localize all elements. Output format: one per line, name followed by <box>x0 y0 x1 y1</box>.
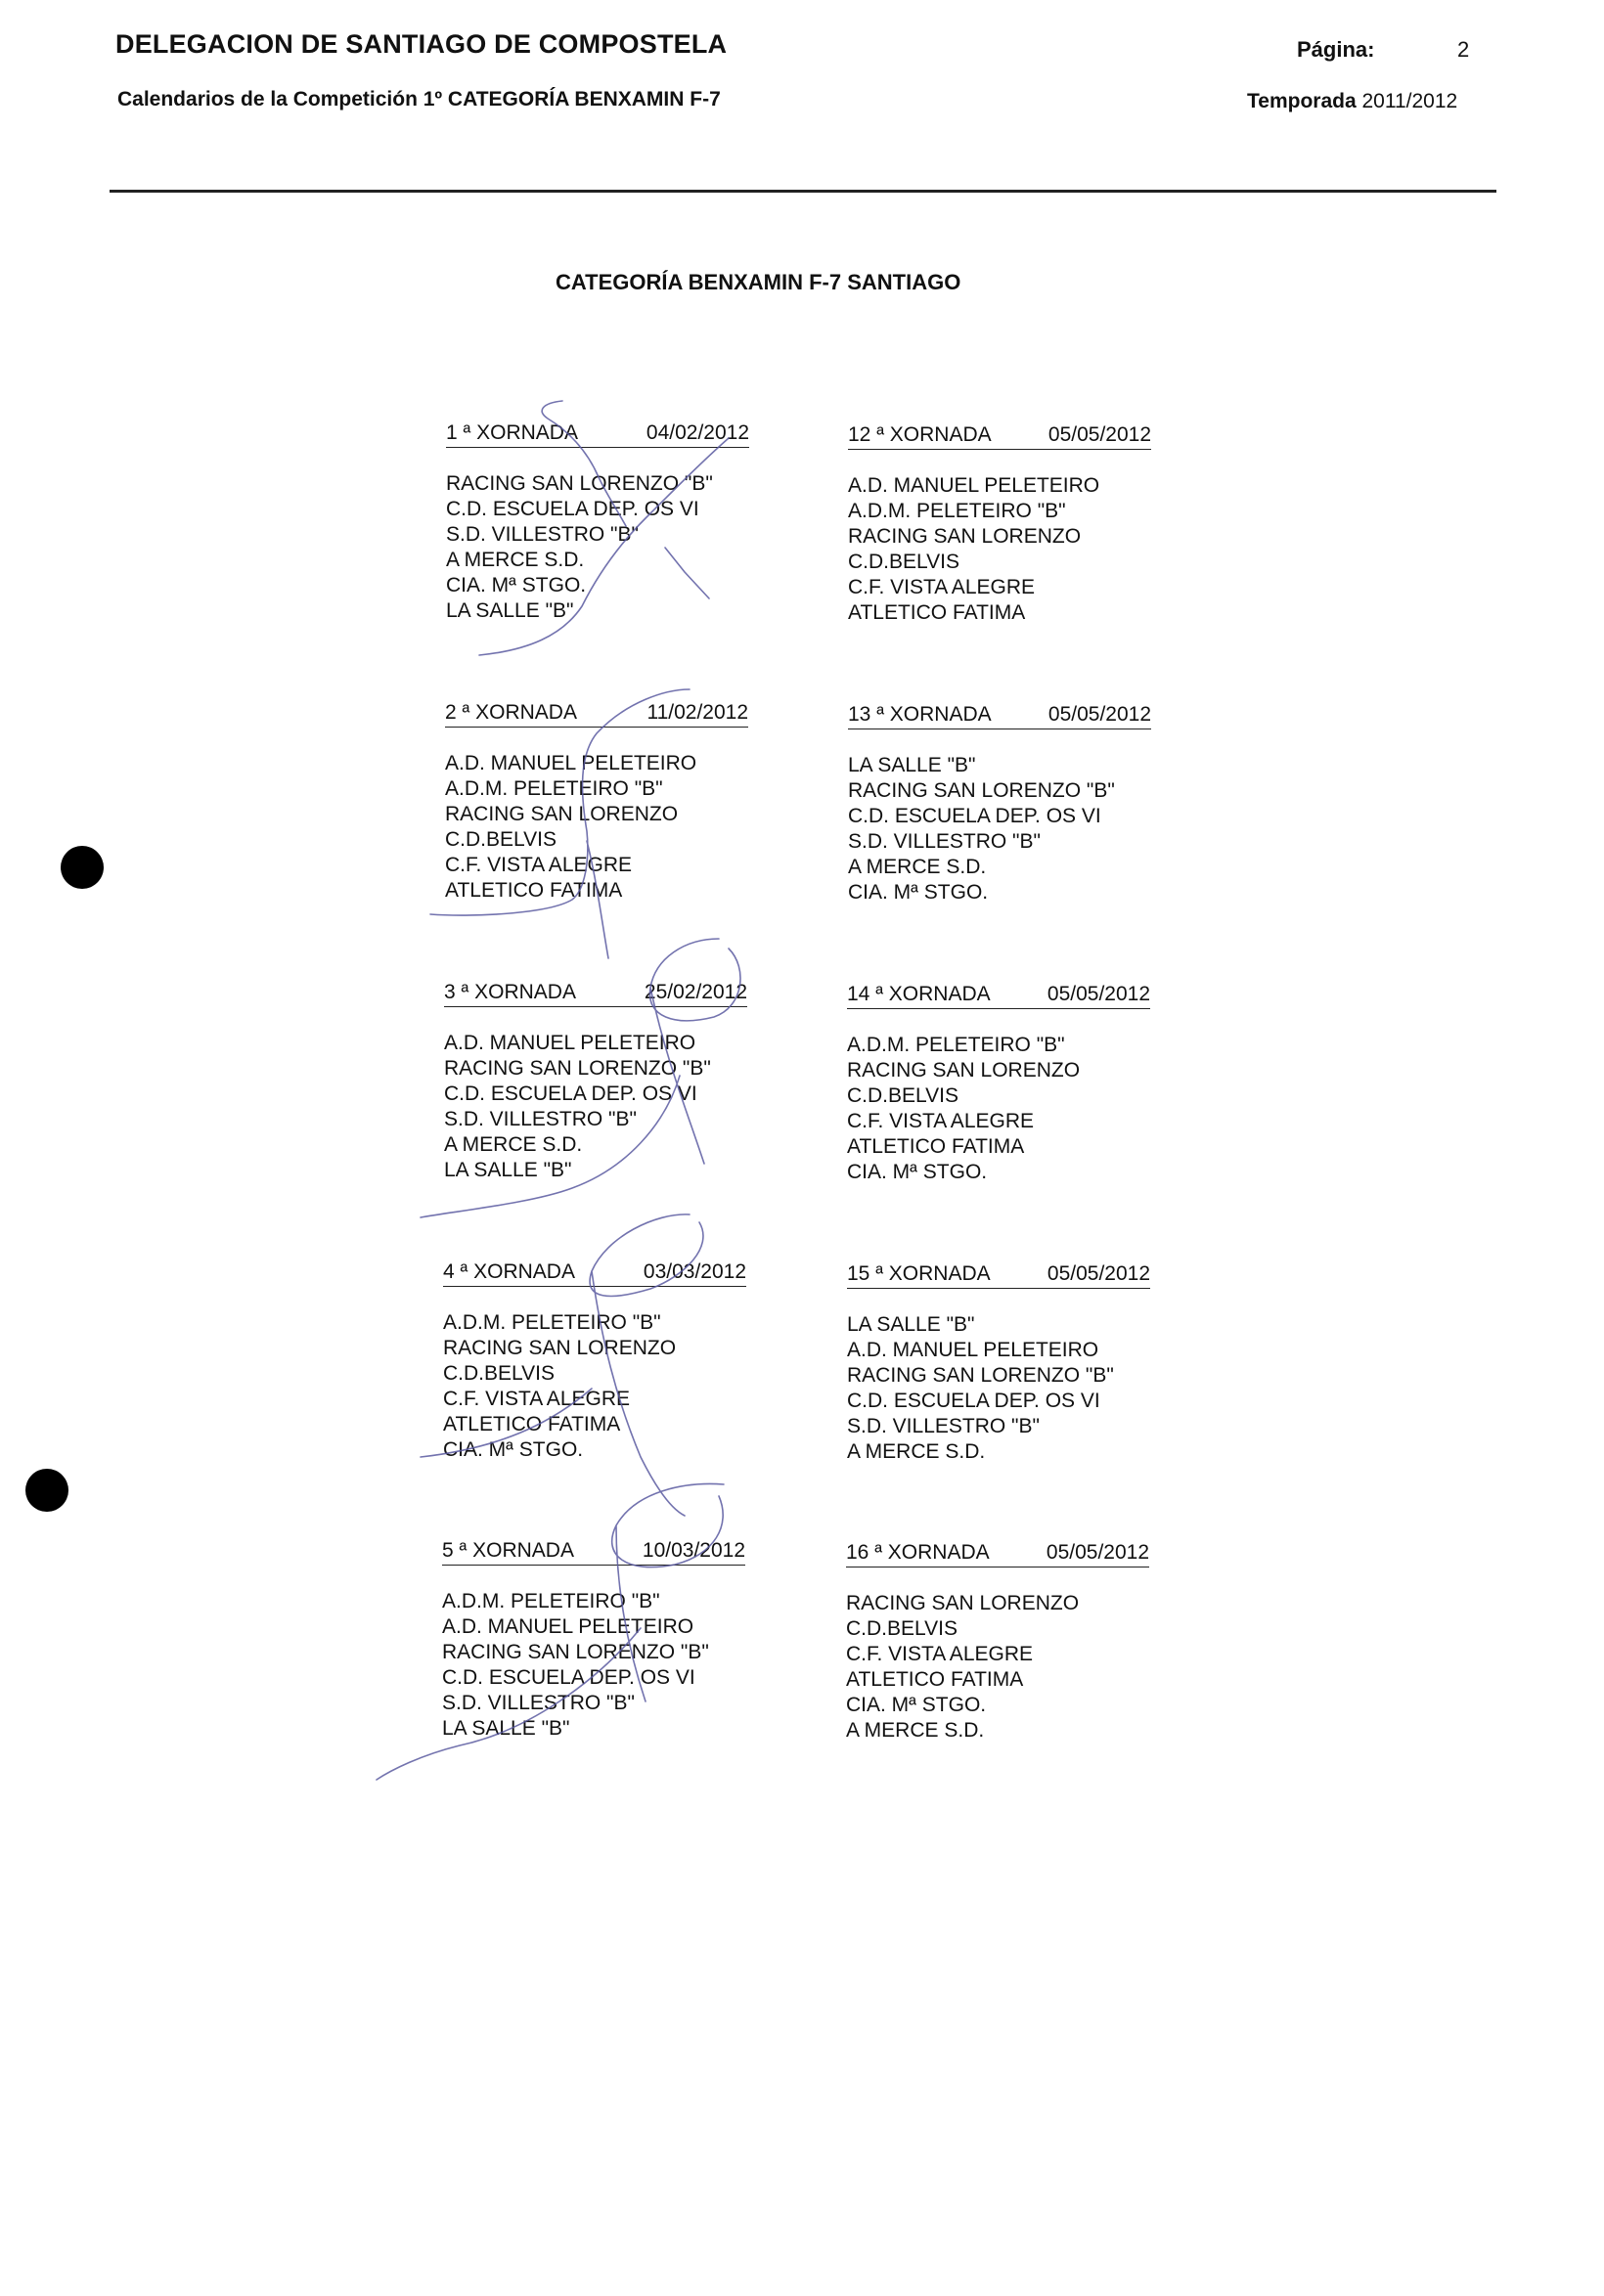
team-name: C.D. ESCUELA DEP. OS VI <box>847 1390 1100 1412</box>
round-label: 1 ª XORNADA <box>446 421 578 444</box>
team-name: A.D.M. PELETEIRO "B" <box>445 777 663 800</box>
round-label: 4 ª XORNADA <box>443 1260 575 1283</box>
round-date: 25/02/2012 <box>644 981 747 1003</box>
round-date: 05/05/2012 <box>1047 983 1150 1005</box>
team-name: A.D. MANUEL PELETEIRO <box>847 1339 1099 1361</box>
team-name: RACING SAN LORENZO <box>443 1337 677 1359</box>
team-name: C.F. VISTA ALEGRE <box>848 576 1036 598</box>
team-name: A MERCE S.D. <box>847 1440 986 1463</box>
team-name: S.D. VILLESTRO "B" <box>442 1692 635 1714</box>
team-name: C.D. ESCUELA DEP. OS VI <box>442 1666 695 1689</box>
team-name: S.D. VILLESTRO "B" <box>444 1108 637 1130</box>
team-name: ATLETICO FATIMA <box>443 1413 621 1435</box>
team-name: C.F. VISTA ALEGRE <box>445 854 633 876</box>
team-name: ATLETICO FATIMA <box>445 879 623 902</box>
team-name: CIA. Mª STGO. <box>443 1438 584 1461</box>
team-name: C.D.BELVIS <box>846 1617 958 1640</box>
round-block <box>848 422 1151 626</box>
team-name: RACING SAN LORENZO <box>846 1592 1080 1614</box>
round-block <box>847 982 1150 1185</box>
round-date: 04/02/2012 <box>646 421 749 444</box>
team-name: A.D.M. PELETEIRO "B" <box>847 1034 1065 1056</box>
team-name: LA SALLE "B" <box>848 754 976 776</box>
team-name: RACING SAN LORENZO <box>848 525 1082 548</box>
team-name: C.D. ESCUELA DEP. OS VI <box>446 498 699 520</box>
team-name: A MERCE S.D. <box>846 1719 985 1742</box>
team-name: A.D.M. PELETEIRO "B" <box>848 500 1066 522</box>
round-date: 05/05/2012 <box>1046 1541 1149 1564</box>
team-name: A MERCE S.D. <box>848 856 987 878</box>
team-name: C.F. VISTA ALEGRE <box>443 1388 631 1410</box>
round-header <box>847 982 1150 1009</box>
team-name: C.D.BELVIS <box>847 1084 958 1107</box>
round-header <box>848 702 1151 729</box>
team-name: C.D.BELVIS <box>848 551 959 573</box>
round-header <box>446 420 749 448</box>
team-name: C.F. VISTA ALEGRE <box>846 1643 1034 1665</box>
season <box>1247 90 1457 113</box>
team-name: RACING SAN LORENZO "B" <box>446 472 713 495</box>
team-name: LA SALLE "B" <box>847 1313 975 1336</box>
round-header <box>848 422 1151 450</box>
team-name: A.D.M. PELETEIRO "B" <box>443 1311 661 1334</box>
round-date: 05/05/2012 <box>1047 1262 1150 1285</box>
season-label: Temporada <box>1247 90 1357 112</box>
punch-hole <box>61 846 104 889</box>
team-name: A.D.M. PELETEIRO "B" <box>442 1590 660 1612</box>
team-name: LA SALLE "B" <box>446 599 574 622</box>
round-header <box>846 1540 1149 1567</box>
round-block <box>846 1540 1149 1744</box>
team-name: A.D. MANUEL PELETEIRO <box>442 1615 694 1638</box>
team-name: CIA. Mª STGO. <box>848 881 989 904</box>
team-name: S.D. VILLESTRO "B" <box>847 1415 1040 1437</box>
team-name: LA SALLE "B" <box>444 1159 572 1181</box>
round-block <box>848 702 1151 905</box>
team-name: RACING SAN LORENZO <box>445 803 679 825</box>
team-name: A MERCE S.D. <box>444 1133 583 1156</box>
team-name: RACING SAN LORENZO "B" <box>847 1364 1114 1387</box>
team-name: S.D. VILLESTRO "B" <box>446 523 639 546</box>
team-name: ATLETICO FATIMA <box>848 601 1026 624</box>
organization-title: DELEGACION DE SANTIAGO DE COMPOSTELA <box>115 29 728 59</box>
team-name: A.D. MANUEL PELETEIRO <box>848 474 1100 497</box>
round-date: 11/02/2012 <box>646 701 748 724</box>
page-label: Página: <box>1297 37 1375 62</box>
round-header <box>443 1259 746 1287</box>
round-block <box>445 700 748 904</box>
team-name: CIA. Mª STGO. <box>846 1694 987 1716</box>
team-name: C.F. VISTA ALEGRE <box>847 1110 1035 1132</box>
team-name: ATLETICO FATIMA <box>846 1668 1024 1691</box>
section-title: CATEGORÍA BENXAMIN F-7 SANTIAGO <box>556 270 961 294</box>
team-name: LA SALLE "B" <box>442 1717 570 1740</box>
round-block <box>443 1259 746 1463</box>
round-header <box>847 1261 1150 1289</box>
season-value: 2011/2012 <box>1361 90 1458 112</box>
round-header <box>444 980 747 1007</box>
team-name: A.D. MANUEL PELETEIRO <box>445 752 697 774</box>
team-name: C.D. ESCUELA DEP. OS VI <box>848 805 1101 827</box>
team-name: CIA. Mª STGO. <box>446 574 587 596</box>
round-label: 3 ª XORNADA <box>444 981 576 1003</box>
team-name: RACING SAN LORENZO "B" <box>848 779 1115 802</box>
round-block <box>442 1538 745 1742</box>
team-name: C.D.BELVIS <box>445 828 557 851</box>
team-name: CIA. Mª STGO. <box>847 1161 988 1183</box>
team-name: ATLETICO FATIMA <box>847 1135 1025 1158</box>
round-date: 05/05/2012 <box>1047 703 1151 726</box>
round-label: 16 ª XORNADA <box>846 1541 990 1564</box>
round-label: 14 ª XORNADA <box>847 983 991 1005</box>
round-date: 05/05/2012 <box>1047 423 1151 446</box>
punch-hole <box>25 1469 68 1512</box>
round-label: 2 ª XORNADA <box>445 701 577 724</box>
round-block <box>444 980 747 1183</box>
round-label: 12 ª XORNADA <box>848 423 992 446</box>
header-divider <box>110 190 1496 193</box>
team-name: A MERCE S.D. <box>446 549 585 571</box>
round-date: 03/03/2012 <box>643 1260 746 1283</box>
team-name: RACING SAN LORENZO "B" <box>444 1057 711 1080</box>
team-name: RACING SAN LORENZO "B" <box>442 1641 709 1663</box>
round-label: 13 ª XORNADA <box>848 703 992 726</box>
page-number: 2 <box>1457 37 1470 62</box>
round-label: 5 ª XORNADA <box>442 1539 574 1562</box>
round-header <box>442 1538 745 1566</box>
competition-subtitle: Calendarios de la Competición 1º CATEGORÍA BENXAMIN F-7 <box>117 88 721 110</box>
round-block <box>847 1261 1150 1465</box>
team-name: A.D. MANUEL PELETEIRO <box>444 1032 696 1054</box>
team-name: S.D. VILLESTRO "B" <box>848 830 1041 853</box>
round-date: 10/03/2012 <box>642 1539 745 1562</box>
round-block <box>446 420 749 624</box>
team-name: C.D.BELVIS <box>443 1362 555 1385</box>
round-header <box>445 700 748 728</box>
team-name: RACING SAN LORENZO <box>847 1059 1081 1082</box>
round-label: 15 ª XORNADA <box>847 1262 991 1285</box>
team-name: C.D. ESCUELA DEP. OS VI <box>444 1082 697 1105</box>
